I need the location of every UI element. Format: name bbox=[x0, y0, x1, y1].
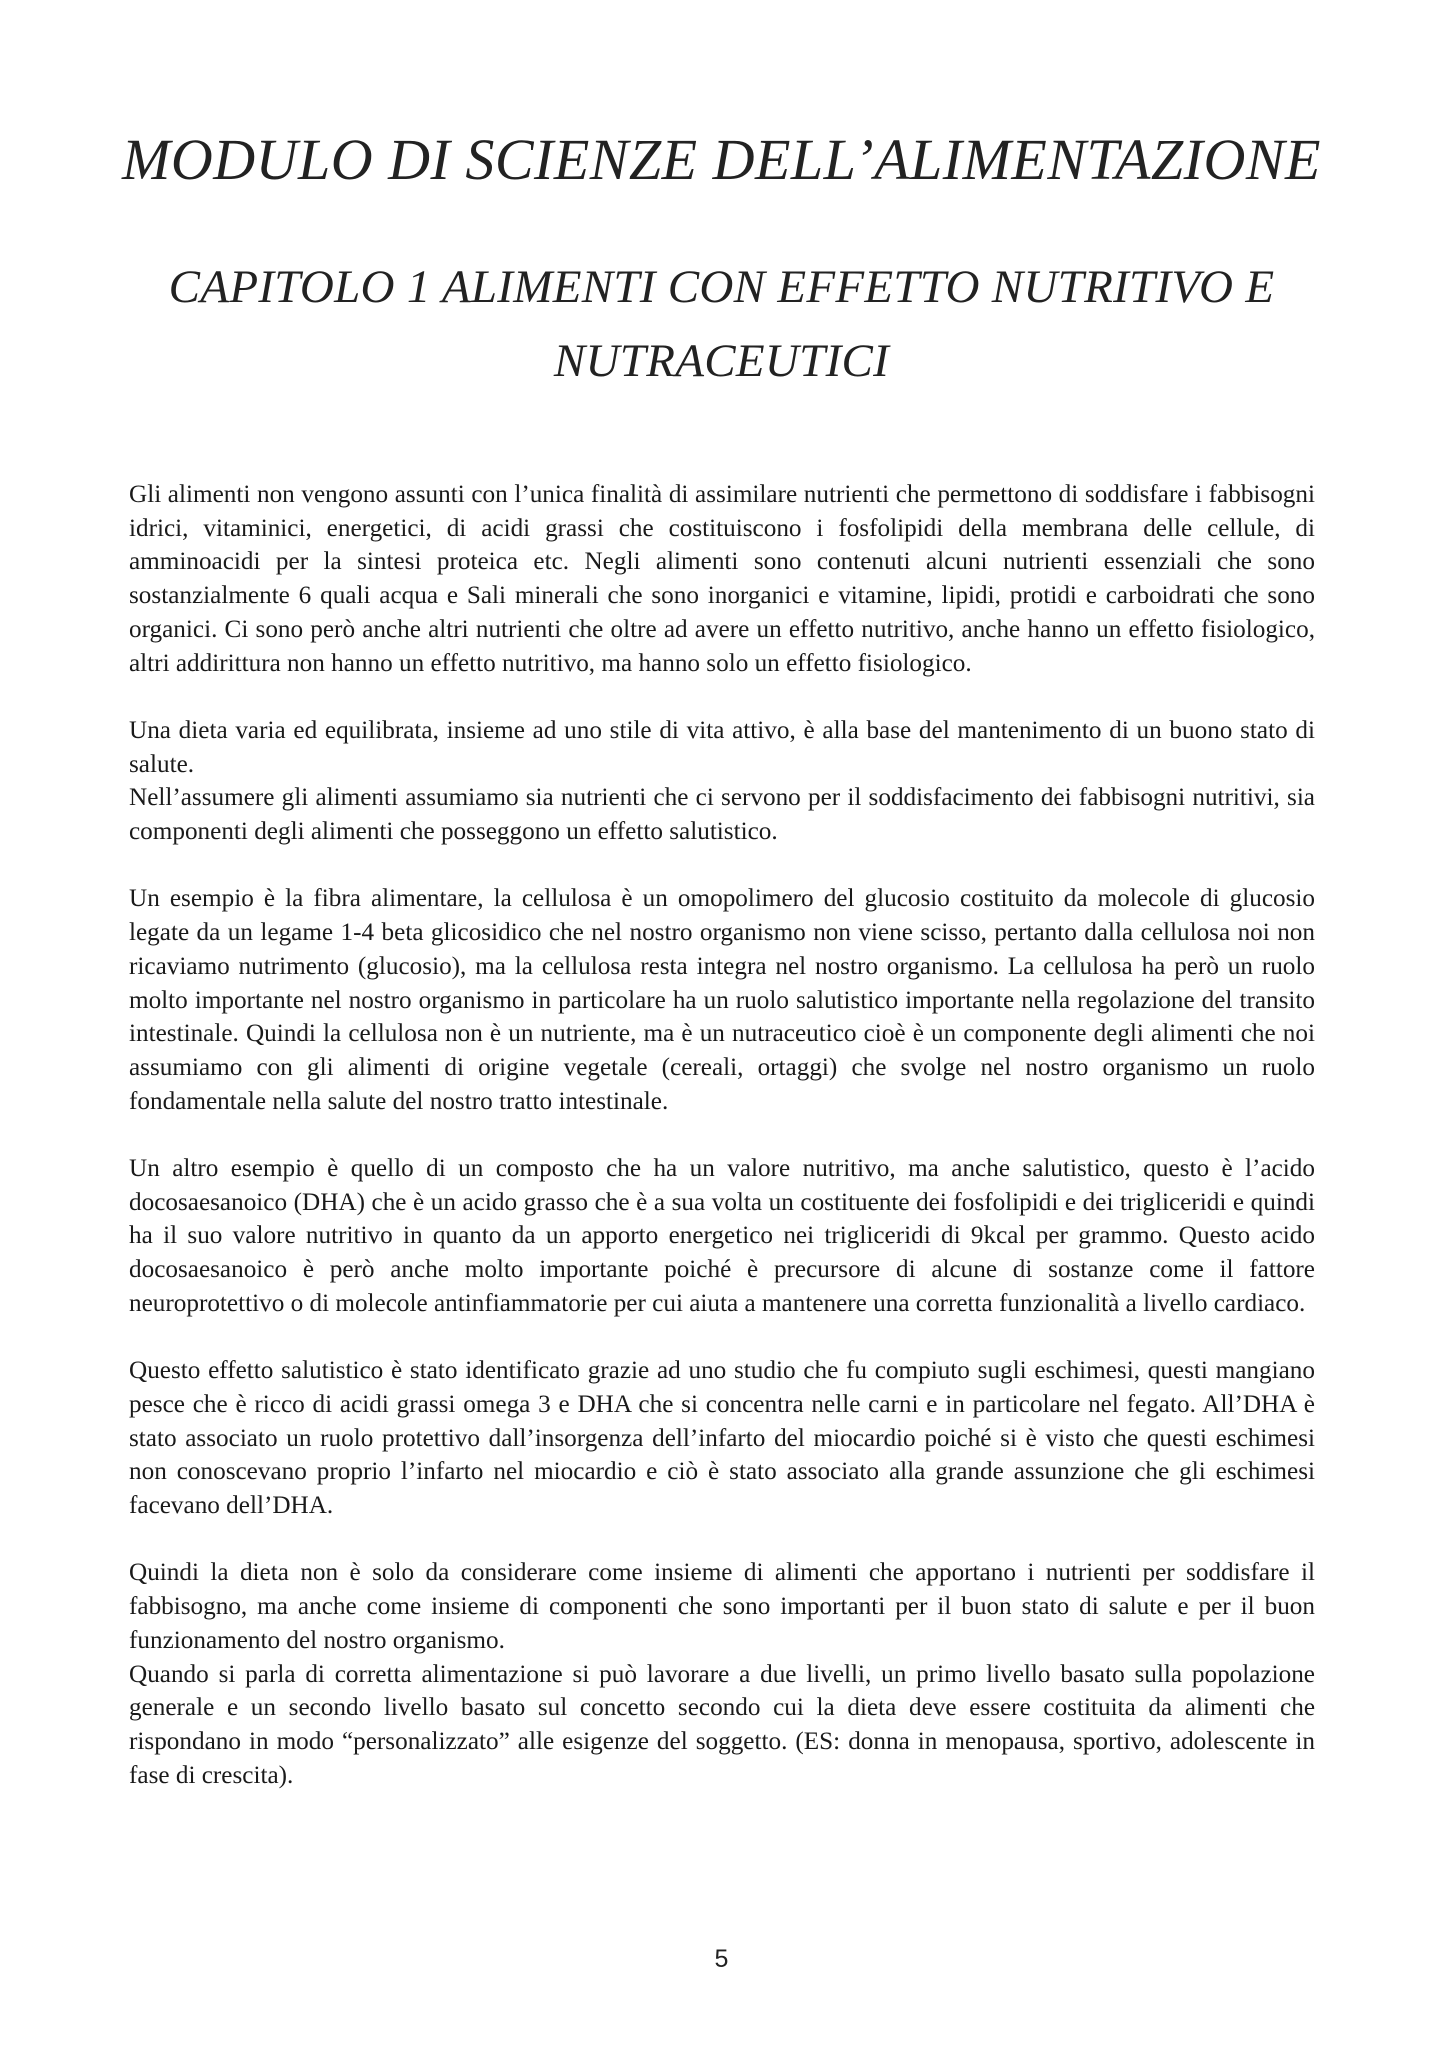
paragraph: Gli alimenti non vengono assunti con l’unica finalità di assimilare nutrienti che permettono di soddisfare i fabbisogni idrici, vitaminici, energetici, di acidi grassi che costituiscono i fosfolipidi della membrana delle cellule, di amminoacidi per la sintesi proteica etc. Negli alimenti sono contenuti alcuni nutrienti essenziali che sono sostanzialmente 6 quali acqua e Sali minerali che sono inorganici e vitamine, lipidi, protidi e carboidrati che sono organici. Ci sono però anche altri nutrienti che oltre ad avere un effetto nutritivo, anche hanno un effetto fisiologico, altri addirittura non hanno un effetto nutritivo, ma hanno solo un effetto fisiologico. bbox=[129, 481, 1315, 677]
paragraph: Un altro esempio è quello di un composto che ha un valore nutritivo, ma anche salutistico, questo è l’acido docosaesanoico (DHA) che è un acido grasso che è a sua volta un costituente dei fosfolipidi e dei trigliceridi e quindi ha il suo valore nutritivo in quanto da un apporto energetico nei trigliceridi di 9kcal per grammo. Questo acido docosaesanoico è però anche molto importante poiché è precursore di alcune di sostanze come il fattore neuroprotettivo o di molecole antinfiammatorie per cui aiuta a mantenere una corretta funzionalità a livello cardiaco. bbox=[129, 1155, 1315, 1317]
chapter-title bbox=[0, 250, 1443, 398]
paragraph: Un esempio è la fibra alimentare, la cellulosa è un omopolimero del glucosio costituito da molecole di glucosio legate da un legame 1-4 beta glicosidico che nel nostro organismo non viene scisso, pertanto dalla cellulosa noi non ricaviamo nutrimento (glucosio), ma la cellulosa resta integra nel nostro organismo. La cellulosa ha però un ruolo molto importante nel nostro organismo in particolare ha un ruolo salutistico importante nella regolazione del transito intestinale. Quindi la cellulosa non è un nutriente, ma è un nutraceutico cioè è un componente degli alimenti che noi assumiamo con gli alimenti di origine vegetale (cereali, ortaggi) che svolge nel nostro organismo un ruolo fondamentale nella salute del nostro tratto intestinale. bbox=[129, 885, 1315, 1115]
paragraph: Quindi la dieta non è solo da considerare come insieme di alimenti che apportano i nutrienti per soddisfare il fabbisogno, ma anche come insieme di componenti che sono importanti per il buon stato di salute e per il buon funzionamento del nostro organismo. bbox=[129, 1559, 1315, 1654]
paragraph: Nell’assumere gli alimenti assumiamo sia nutrienti che ci servono per il soddisfacimento dei fabbisogni nutritivi, sia componenti degli alimenti che posseggono un effetto salutistico. bbox=[129, 784, 1315, 846]
page-number: 5 bbox=[714, 1945, 729, 1973]
page-title: MODULO DI SCIENZE DELL’ALIMENTAZIONE bbox=[122, 127, 1321, 192]
body-text bbox=[129, 478, 1315, 1792]
paragraph: Questo effetto salutistico è stato identificato grazie ad uno studio che fu compiuto sugli eschimesi, questi mangiano pesce che è ricco di acidi grassi omega 3 e DHA che si concentra nelle carni e in particolare nel fegato. All’DHA è stato associato un ruolo protettivo dall’insorgenza dell’infarto del miocardio poiché si è visto che questi eschimesi non conoscevano proprio l’infarto nel miocardio e ciò è stato associato alla grande assunzione che gli eschimesi facevano dell’DHA. bbox=[129, 1357, 1315, 1520]
chapter-title-line-1: CAPITOLO 1 ALIMENTI CON EFFETTO NUTRITIVO E bbox=[168, 261, 1275, 313]
paragraph: Una dieta varia ed equilibrata, insieme ad uno stile di vita attivo, è alla base del mantenimento di un buono stato di salute. bbox=[129, 716, 1315, 778]
chapter-title-line-2: NUTRACEUTICI bbox=[553, 335, 890, 387]
paragraph: Quando si parla di corretta alimentazione si può lavorare a due livelli, un primo livello basato sulla popolazione generale e un secondo livello basato sul concetto secondo cui la dieta deve essere costituita da alimenti che rispondano in modo “personalizzato” alle esigenze del soggetto. (ES: donna in menopausa, sportivo, adolescente in fase di crescita). bbox=[129, 1660, 1315, 1789]
